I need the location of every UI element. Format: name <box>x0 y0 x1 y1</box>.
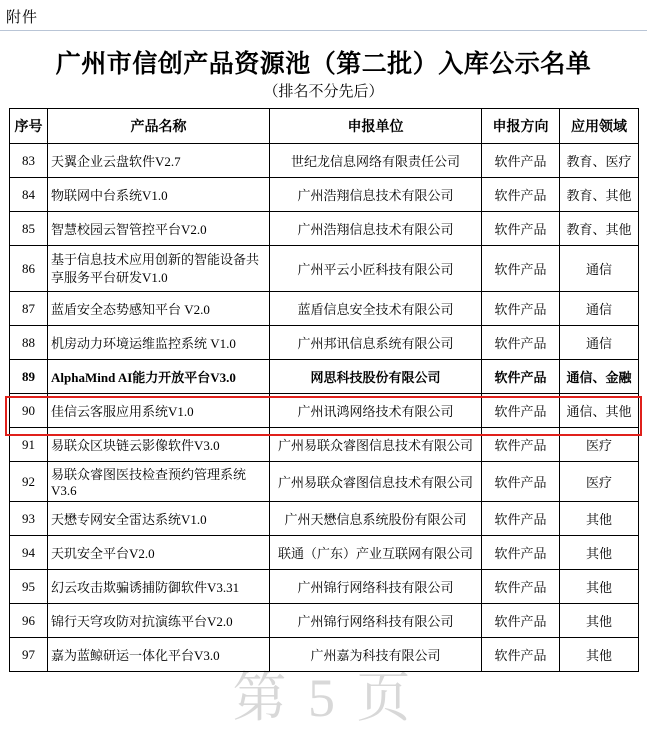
cell-product-name: 蓝盾安全态势感知平台 V2.0 <box>48 292 270 326</box>
cell-declaring-unit: 广州锦行网络科技有限公司 <box>270 604 482 638</box>
table-row <box>10 428 639 462</box>
cell-application-field: 医疗 <box>560 462 639 502</box>
cell-seq: 92 <box>10 462 48 502</box>
cell-seq: 88 <box>10 326 48 360</box>
cell-product-name: 物联网中台系统V1.0 <box>48 178 270 212</box>
table-row <box>10 394 639 428</box>
cell-product-name: 佳信云客服应用系统V1.0 <box>48 394 270 428</box>
product-list-table <box>9 108 639 672</box>
cell-seq: 84 <box>10 178 48 212</box>
column-header-declaring-direction: 申报方向 <box>482 109 560 144</box>
attachment-label: 附件 <box>6 9 39 26</box>
table-row <box>10 246 639 292</box>
cell-declaring-direction: 软件产品 <box>482 292 560 326</box>
cell-seq: 96 <box>10 604 48 638</box>
table-header-row <box>10 109 639 144</box>
cell-declaring-unit: 广州易联众睿图信息技术有限公司 <box>270 428 482 462</box>
cell-declaring-direction: 软件产品 <box>482 570 560 604</box>
cell-seq: 89 <box>10 360 48 394</box>
table-row <box>10 178 639 212</box>
column-header-seq: 序号 <box>10 109 48 144</box>
cell-declaring-unit: 广州平云小匠科技有限公司 <box>270 246 482 292</box>
cell-declaring-unit: 广州天懋信息系统股份有限公司 <box>270 502 482 536</box>
cell-declaring-unit: 广州嘉为科技有限公司 <box>270 638 482 672</box>
cell-declaring-unit: 蓝盾信息安全技术有限公司 <box>270 292 482 326</box>
cell-seq: 90 <box>10 394 48 428</box>
cell-declaring-direction: 软件产品 <box>482 638 560 672</box>
cell-application-field: 其他 <box>560 638 639 672</box>
table-row <box>10 292 639 326</box>
cell-declaring-direction: 软件产品 <box>482 536 560 570</box>
cell-declaring-direction: 软件产品 <box>482 360 560 394</box>
cell-product-name: 天懋专网安全雷达系统V1.0 <box>48 502 270 536</box>
cell-application-field: 医疗 <box>560 428 639 462</box>
cell-declaring-unit: 世纪龙信息网络有限责任公司 <box>270 144 482 178</box>
cell-product-name: 天玑安全平台V2.0 <box>48 536 270 570</box>
cell-application-field: 教育、其他 <box>560 212 639 246</box>
header-divider <box>0 30 647 31</box>
cell-seq: 91 <box>10 428 48 462</box>
cell-application-field: 教育、医疗 <box>560 144 639 178</box>
cell-declaring-unit: 网思科技股份有限公司 <box>270 360 482 394</box>
cell-declaring-unit: 广州讯鸿网络技术有限公司 <box>270 394 482 428</box>
cell-declaring-direction: 软件产品 <box>482 144 560 178</box>
cell-seq: 85 <box>10 212 48 246</box>
cell-declaring-unit: 广州锦行网络科技有限公司 <box>270 570 482 604</box>
page-title: 广州市信创产品资源池（第二批）入库公示名单 <box>55 51 592 78</box>
table-row <box>10 462 639 502</box>
table-row <box>10 536 639 570</box>
cell-product-name: 智慧校园云智管控平台V2.0 <box>48 212 270 246</box>
column-header-application-field: 应用领域 <box>560 109 639 144</box>
cell-application-field: 其他 <box>560 536 639 570</box>
cell-declaring-direction: 软件产品 <box>482 604 560 638</box>
cell-declaring-direction: 软件产品 <box>482 326 560 360</box>
cell-product-name: 嘉为蓝鲸研运一体化平台V3.0 <box>48 638 270 672</box>
cell-seq: 95 <box>10 570 48 604</box>
cell-application-field: 通信 <box>560 292 639 326</box>
cell-application-field: 其他 <box>560 604 639 638</box>
cell-seq: 93 <box>10 502 48 536</box>
cell-seq: 83 <box>10 144 48 178</box>
table-row-highlighted <box>10 360 639 394</box>
cell-declaring-direction: 软件产品 <box>482 394 560 428</box>
cell-application-field: 通信 <box>560 246 639 292</box>
cell-declaring-direction: 软件产品 <box>482 246 560 292</box>
cell-application-field: 通信、金融 <box>560 360 639 394</box>
column-header-product-name: 产品名称 <box>48 109 270 144</box>
cell-product-name: 幻云攻击欺骗诱捕防御软件V3.31 <box>48 570 270 604</box>
cell-seq: 86 <box>10 246 48 292</box>
cell-seq: 87 <box>10 292 48 326</box>
cell-declaring-direction: 软件产品 <box>482 428 560 462</box>
table-row <box>10 570 639 604</box>
cell-declaring-direction: 软件产品 <box>482 462 560 502</box>
cell-product-name: 易联众区块链云影像软件V3.0 <box>48 428 270 462</box>
table-row <box>10 326 639 360</box>
table-row <box>10 638 639 672</box>
cell-product-name: AlphaMind AI能力开放平台V3.0 <box>48 360 270 394</box>
table-row <box>10 212 639 246</box>
page-watermark: 第 5 页 <box>232 668 415 728</box>
table-row <box>10 502 639 536</box>
table-row <box>10 144 639 178</box>
cell-application-field: 通信、其他 <box>560 394 639 428</box>
cell-product-name: 易联众睿图医技检查预约管理系统V3.6 <box>48 462 270 502</box>
cell-declaring-direction: 软件产品 <box>482 178 560 212</box>
cell-product-name: 天翼企业云盘软件V2.7 <box>48 144 270 178</box>
cell-application-field: 其他 <box>560 502 639 536</box>
cell-product-name: 锦行天穹攻防对抗演练平台V2.0 <box>48 604 270 638</box>
cell-declaring-unit: 广州浩翔信息技术有限公司 <box>270 178 482 212</box>
page-subtitle: （排名不分先后） <box>263 84 384 100</box>
cell-declaring-unit: 广州易联众睿图信息技术有限公司 <box>270 462 482 502</box>
cell-product-name: 机房动力环境运维监控系统 V1.0 <box>48 326 270 360</box>
cell-declaring-direction: 软件产品 <box>482 212 560 246</box>
cell-product-name: 基于信息技术应用创新的智能设备共享服务平台研发V1.0 <box>48 246 270 292</box>
table-row <box>10 604 639 638</box>
cell-declaring-direction: 软件产品 <box>482 502 560 536</box>
cell-application-field: 教育、其他 <box>560 178 639 212</box>
cell-seq: 97 <box>10 638 48 672</box>
cell-declaring-unit: 广州浩翔信息技术有限公司 <box>270 212 482 246</box>
column-header-declaring-unit: 申报单位 <box>270 109 482 144</box>
cell-application-field: 通信 <box>560 326 639 360</box>
cell-declaring-unit: 联通（广东）产业互联网有限公司 <box>270 536 482 570</box>
cell-application-field: 其他 <box>560 570 639 604</box>
cell-declaring-unit: 广州邦讯信息系统有限公司 <box>270 326 482 360</box>
cell-seq: 94 <box>10 536 48 570</box>
